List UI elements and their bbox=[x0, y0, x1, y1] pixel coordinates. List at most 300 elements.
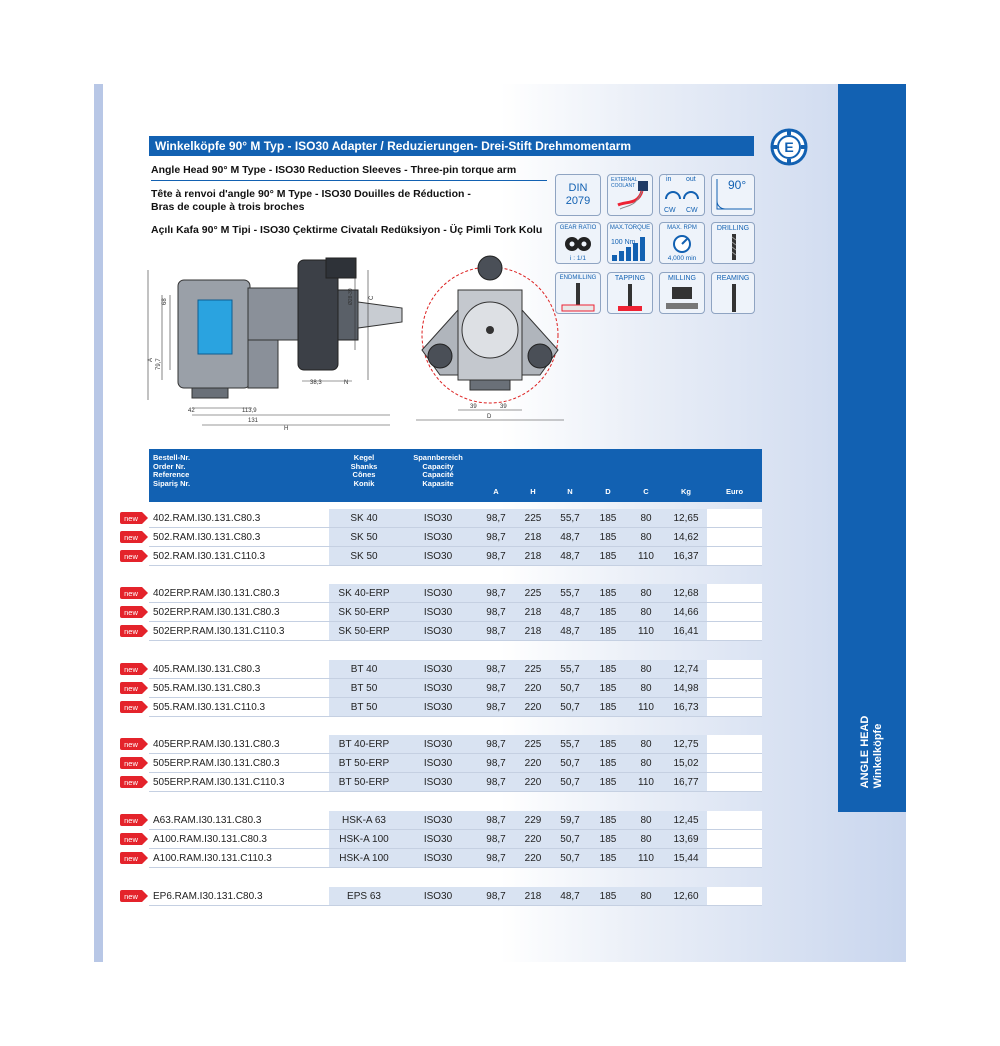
table-row bbox=[149, 509, 762, 528]
left-accent-bar bbox=[94, 84, 103, 962]
table-row bbox=[149, 773, 762, 792]
cell-euro bbox=[707, 547, 762, 566]
cell-a: 98,7 bbox=[477, 735, 515, 754]
dim-42: 42 bbox=[188, 408, 195, 414]
cell-d: 185 bbox=[589, 698, 627, 717]
cell-d: 185 bbox=[589, 547, 627, 566]
rotation-cw-1: CW bbox=[664, 207, 676, 214]
cell-h: 218 bbox=[515, 547, 551, 566]
cell-h: 218 bbox=[515, 887, 551, 906]
table-row bbox=[149, 603, 762, 622]
header-shank-de: Kegel bbox=[353, 453, 375, 462]
cell-a: 98,7 bbox=[477, 830, 515, 849]
cell-a: 98,7 bbox=[477, 528, 515, 547]
new-badge bbox=[120, 738, 148, 750]
cell-kg: 15,44 bbox=[665, 849, 707, 868]
cell-code: 502ERP.RAM.I30.131.C80.3 bbox=[149, 603, 329, 622]
header-shank-tr: Konik bbox=[353, 478, 375, 488]
new-badge bbox=[120, 531, 148, 543]
cell-shank: SK 50 bbox=[329, 547, 399, 566]
cell-shank: BT 50-ERP bbox=[329, 754, 399, 773]
cell-d: 185 bbox=[589, 528, 627, 547]
cell-h: 218 bbox=[515, 603, 551, 622]
table-row bbox=[149, 735, 762, 754]
cell-c: 80 bbox=[627, 584, 665, 603]
cell-d: 185 bbox=[589, 509, 627, 528]
cell-shank: HSK-A 100 bbox=[329, 830, 399, 849]
cell-n: 48,7 bbox=[551, 528, 589, 547]
table-row bbox=[149, 679, 762, 698]
cell-d: 185 bbox=[589, 887, 627, 906]
cell-euro bbox=[707, 660, 762, 679]
max-rpm-icon bbox=[659, 222, 705, 264]
cell-shank: HSK-A 63 bbox=[329, 811, 399, 830]
new-badge-label: new bbox=[124, 608, 138, 617]
cell-code: 402.RAM.I30.131.C80.3 bbox=[149, 509, 329, 528]
cell-a: 98,7 bbox=[477, 584, 515, 603]
new-badge-label: new bbox=[124, 627, 138, 636]
drilling-icon bbox=[711, 222, 755, 264]
cell-d: 185 bbox=[589, 584, 627, 603]
cell-kg: 15,02 bbox=[665, 754, 707, 773]
cell-c: 80 bbox=[627, 528, 665, 547]
din-number: 2079 bbox=[565, 195, 591, 207]
cell-code: A63.RAM.I30.131.C80.3 bbox=[149, 811, 329, 830]
cell-shank: HSK-A 100 bbox=[329, 849, 399, 868]
new-badge-label: new bbox=[124, 665, 138, 674]
tapping-icon bbox=[607, 272, 653, 314]
cell-a: 98,7 bbox=[477, 509, 515, 528]
cell-code: 405ERP.RAM.I30.131.C80.3 bbox=[149, 735, 329, 754]
cell-n: 50,7 bbox=[551, 849, 589, 868]
side-tab-line1: ANGLE HEAD bbox=[859, 715, 871, 789]
cell-cap: ISO30 bbox=[399, 735, 477, 754]
dim-h: H bbox=[284, 426, 289, 432]
cell-cap: ISO30 bbox=[399, 547, 477, 566]
cell-kg: 16,73 bbox=[665, 698, 707, 717]
new-badge-label: new bbox=[124, 835, 138, 844]
cell-kg: 14,98 bbox=[665, 679, 707, 698]
angle-90-icon bbox=[711, 174, 755, 216]
cell-cap: ISO30 bbox=[399, 887, 477, 906]
cell-kg: 13,69 bbox=[665, 830, 707, 849]
coolant-label: EXTERNAL COOLANT bbox=[611, 177, 638, 189]
table-row bbox=[149, 660, 762, 679]
rotation-direction-icon bbox=[659, 174, 705, 216]
rotation-in: in bbox=[666, 176, 672, 183]
cell-a: 98,7 bbox=[477, 547, 515, 566]
rotation-out: out bbox=[686, 176, 696, 183]
cell-cap: ISO30 bbox=[399, 528, 477, 547]
dim-39-left: 39 bbox=[470, 404, 477, 410]
cell-h: 225 bbox=[515, 660, 551, 679]
cell-shank: SK 40 bbox=[329, 509, 399, 528]
cell-a: 98,7 bbox=[477, 773, 515, 792]
cell-shank: BT 50 bbox=[329, 679, 399, 698]
reamer-icon bbox=[712, 273, 755, 313]
cell-c: 80 bbox=[627, 603, 665, 622]
cell-kg: 16,37 bbox=[665, 547, 707, 566]
header-capacity-de: Spannbereich bbox=[413, 453, 463, 462]
tap-tool-icon bbox=[608, 273, 652, 313]
cell-h: 225 bbox=[515, 509, 551, 528]
cell-c: 110 bbox=[627, 698, 665, 717]
cell-euro bbox=[707, 622, 762, 641]
gear-ratio-value: i : 1/1 bbox=[570, 255, 586, 262]
cell-euro bbox=[707, 603, 762, 622]
cell-euro bbox=[707, 849, 762, 868]
table-row bbox=[149, 887, 762, 906]
cell-n: 55,7 bbox=[551, 660, 589, 679]
cell-euro bbox=[707, 773, 762, 792]
header-capacity bbox=[399, 454, 477, 488]
max-torque-icon bbox=[607, 222, 653, 264]
drilling-label: DRILLING bbox=[716, 225, 750, 232]
cell-h: 220 bbox=[515, 754, 551, 773]
header-h: H bbox=[530, 487, 536, 496]
header-kg: Kg bbox=[681, 487, 691, 496]
cell-cap: ISO30 bbox=[399, 622, 477, 641]
side-tab-label bbox=[859, 716, 885, 789]
technical-drawing bbox=[140, 250, 570, 435]
cell-n: 48,7 bbox=[551, 547, 589, 566]
subtitle-en: Angle Head 90° M Type - ISO30 Reduction Sleeves - Three-pin torque arm bbox=[151, 164, 517, 176]
cell-c: 80 bbox=[627, 811, 665, 830]
subtitle-divider bbox=[151, 180, 547, 181]
new-badge-label: new bbox=[124, 816, 138, 825]
cell-code: 505ERP.RAM.I30.131.C110.3 bbox=[149, 773, 329, 792]
endmilling-label: ENDMILLING bbox=[559, 275, 597, 281]
cell-shank: EPS 63 bbox=[329, 887, 399, 906]
header-capacity-fr: Capacité bbox=[422, 470, 454, 479]
cell-cap: ISO30 bbox=[399, 849, 477, 868]
new-badge bbox=[120, 606, 148, 618]
cell-a: 98,7 bbox=[477, 698, 515, 717]
cell-c: 110 bbox=[627, 773, 665, 792]
cell-c: 80 bbox=[627, 830, 665, 849]
table-row bbox=[149, 547, 762, 566]
cell-n: 55,7 bbox=[551, 584, 589, 603]
tapping-label: TAPPING bbox=[614, 275, 646, 282]
cell-n: 50,7 bbox=[551, 679, 589, 698]
cell-n: 48,7 bbox=[551, 887, 589, 906]
new-badge-label: new bbox=[124, 759, 138, 768]
dim-68: 68 bbox=[162, 298, 168, 305]
cell-h: 229 bbox=[515, 811, 551, 830]
cell-d: 185 bbox=[589, 603, 627, 622]
cell-n: 55,7 bbox=[551, 735, 589, 754]
cell-h: 218 bbox=[515, 622, 551, 641]
dim-38-3: 38,3 bbox=[310, 380, 322, 386]
cell-shank: SK 50-ERP bbox=[329, 622, 399, 641]
table-header bbox=[149, 449, 762, 502]
dim-n: N bbox=[344, 380, 349, 386]
table-row bbox=[149, 622, 762, 641]
cell-d: 185 bbox=[589, 754, 627, 773]
max-torque-label: MAX.TORQUE bbox=[609, 225, 651, 231]
cell-euro bbox=[707, 509, 762, 528]
cell-code: EP6.RAM.I30.131.C80.3 bbox=[149, 887, 329, 906]
table-row bbox=[149, 584, 762, 603]
cell-a: 98,7 bbox=[477, 679, 515, 698]
header-a: A bbox=[493, 487, 499, 496]
cell-code: A100.RAM.I30.131.C110.3 bbox=[149, 849, 329, 868]
cell-a: 98,7 bbox=[477, 622, 515, 641]
header-order-no bbox=[153, 454, 190, 488]
dim-39-right: 39 bbox=[500, 404, 507, 410]
page-title: Winkelköpfe 90° M Typ - ISO30 Adapter / Reduzierungen- Drei-Stift Drehmomentarm bbox=[149, 136, 754, 156]
cell-kg: 12,68 bbox=[665, 584, 707, 603]
cell-euro bbox=[707, 811, 762, 830]
header-order-tr: Sipariş Nr. bbox=[153, 478, 191, 488]
new-badge-label: new bbox=[124, 892, 138, 901]
cell-h: 225 bbox=[515, 584, 551, 603]
header-shank-en: Shanks bbox=[350, 461, 378, 471]
cell-shank: BT 50-ERP bbox=[329, 773, 399, 792]
new-badge bbox=[120, 663, 148, 675]
cell-c: 80 bbox=[627, 509, 665, 528]
row-divider bbox=[149, 716, 762, 717]
cell-d: 185 bbox=[589, 830, 627, 849]
cell-euro bbox=[707, 584, 762, 603]
front-view-drawing bbox=[416, 256, 564, 420]
cell-c: 80 bbox=[627, 735, 665, 754]
header-n: N bbox=[567, 487, 573, 496]
cell-c: 110 bbox=[627, 547, 665, 566]
cell-n: 48,7 bbox=[551, 622, 589, 641]
cell-cap: ISO30 bbox=[399, 660, 477, 679]
cell-euro bbox=[707, 754, 762, 773]
cell-h: 218 bbox=[515, 528, 551, 547]
cell-code: 505.RAM.I30.131.C80.3 bbox=[149, 679, 329, 698]
cell-a: 98,7 bbox=[477, 603, 515, 622]
dim-c: C bbox=[369, 295, 375, 300]
new-badge bbox=[120, 757, 148, 769]
cell-kg: 14,66 bbox=[665, 603, 707, 622]
new-badge-label: new bbox=[124, 552, 138, 561]
new-badge-label: new bbox=[124, 684, 138, 693]
cell-euro bbox=[707, 698, 762, 717]
cell-d: 185 bbox=[589, 679, 627, 698]
new-badge-label: new bbox=[124, 740, 138, 749]
new-badge-label: new bbox=[124, 533, 138, 542]
header-capacity-en: Capacity bbox=[422, 461, 454, 471]
cell-euro bbox=[707, 735, 762, 754]
side-tab-line2: Winkelköpfe bbox=[872, 723, 884, 789]
cell-n: 50,7 bbox=[551, 773, 589, 792]
new-badge bbox=[120, 776, 148, 788]
cell-c: 80 bbox=[627, 754, 665, 773]
cell-euro bbox=[707, 679, 762, 698]
subtitle-fr-2: Bras de couple à trois broches bbox=[151, 201, 305, 213]
cell-code: A100.RAM.I30.131.C80.3 bbox=[149, 830, 329, 849]
max-rpm-label: MAX. RPM bbox=[667, 225, 697, 231]
cell-kg: 12,74 bbox=[665, 660, 707, 679]
new-badge bbox=[120, 587, 148, 599]
cell-cap: ISO30 bbox=[399, 679, 477, 698]
cell-h: 220 bbox=[515, 849, 551, 868]
cell-code: 505ERP.RAM.I30.131.C80.3 bbox=[149, 754, 329, 773]
row-divider bbox=[149, 640, 762, 641]
cell-a: 98,7 bbox=[477, 887, 515, 906]
milling-icon bbox=[659, 272, 705, 314]
cell-d: 185 bbox=[589, 622, 627, 641]
header-shank-fr: Cônes bbox=[352, 470, 376, 479]
new-badge bbox=[120, 814, 148, 826]
side-view-drawing bbox=[148, 258, 402, 432]
cell-code: 502ERP.RAM.I30.131.C110.3 bbox=[149, 622, 329, 641]
max-torque-value: 100 Nm bbox=[611, 239, 636, 246]
new-badge bbox=[120, 833, 148, 845]
new-badge-label: new bbox=[124, 589, 138, 598]
header-euro: Euro bbox=[725, 487, 744, 496]
cell-cap: ISO30 bbox=[399, 773, 477, 792]
header-capacity-tr: Kapasite bbox=[422, 478, 454, 488]
cell-shank: BT 40-ERP bbox=[329, 735, 399, 754]
cell-shank: SK 50 bbox=[329, 528, 399, 547]
cell-kg: 12,65 bbox=[665, 509, 707, 528]
drill-bit-icon bbox=[712, 223, 755, 263]
new-badge bbox=[120, 890, 148, 902]
new-badge bbox=[120, 852, 148, 864]
cell-shank: BT 40 bbox=[329, 660, 399, 679]
new-badge bbox=[120, 550, 148, 562]
cell-euro bbox=[707, 830, 762, 849]
cell-n: 55,7 bbox=[551, 509, 589, 528]
cell-d: 185 bbox=[589, 773, 627, 792]
dim-131: 131 bbox=[248, 418, 259, 424]
cell-euro bbox=[707, 528, 762, 547]
angle-value: 90° bbox=[728, 178, 747, 192]
coolant-hose-icon bbox=[608, 175, 652, 215]
external-coolant-icon bbox=[607, 174, 653, 216]
milling-label: MILLING bbox=[667, 275, 696, 282]
cell-shank: SK 50-ERP bbox=[329, 603, 399, 622]
cell-d: 185 bbox=[589, 811, 627, 830]
cell-cap: ISO30 bbox=[399, 754, 477, 773]
reaming-icon bbox=[711, 272, 755, 314]
cell-cap: ISO30 bbox=[399, 811, 477, 830]
cell-n: 59,7 bbox=[551, 811, 589, 830]
row-divider bbox=[149, 867, 762, 868]
row-divider bbox=[149, 791, 762, 792]
table-row bbox=[149, 698, 762, 717]
cell-kg: 16,41 bbox=[665, 622, 707, 641]
header-order-en: Order Nr. bbox=[153, 461, 186, 471]
new-badge-label: new bbox=[124, 854, 138, 863]
cell-n: 48,7 bbox=[551, 603, 589, 622]
dim-d: D bbox=[487, 414, 492, 420]
cell-a: 98,7 bbox=[477, 811, 515, 830]
cell-n: 50,7 bbox=[551, 754, 589, 773]
mill-cutter-icon bbox=[660, 273, 704, 313]
svg-text:E: E bbox=[784, 139, 794, 155]
new-badge-label: new bbox=[124, 778, 138, 787]
cell-d: 185 bbox=[589, 735, 627, 754]
cell-euro bbox=[707, 887, 762, 906]
header-order-de: Bestell-Nr. bbox=[153, 453, 191, 462]
new-badge bbox=[120, 625, 148, 637]
header-order-fr: Reference bbox=[153, 470, 190, 479]
header-d: D bbox=[605, 487, 611, 496]
table-row bbox=[149, 830, 762, 849]
company-logo-icon bbox=[770, 128, 808, 166]
cell-code: 505.RAM.I30.131.C110.3 bbox=[149, 698, 329, 717]
cell-code: 502.RAM.I30.131.C80.3 bbox=[149, 528, 329, 547]
cell-code: 502.RAM.I30.131.C110.3 bbox=[149, 547, 329, 566]
cell-cap: ISO30 bbox=[399, 698, 477, 717]
cell-shank: SK 40-ERP bbox=[329, 584, 399, 603]
subtitle-fr-1: Tête à renvoi d'angle 90° M Type - ISO30 Douilles de Réduction - bbox=[151, 188, 471, 200]
header-shank bbox=[329, 454, 399, 488]
cell-c: 80 bbox=[627, 887, 665, 906]
max-rpm-value: 4,000 min bbox=[667, 255, 697, 262]
table-row bbox=[149, 754, 762, 773]
cell-h: 220 bbox=[515, 698, 551, 717]
cell-d: 185 bbox=[589, 849, 627, 868]
cell-kg: 14,62 bbox=[665, 528, 707, 547]
cell-h: 220 bbox=[515, 830, 551, 849]
reaming-label: REAMING bbox=[716, 275, 750, 282]
header-c: C bbox=[643, 487, 649, 496]
dim-113-9: 113,9 bbox=[242, 408, 257, 414]
cell-c: 110 bbox=[627, 622, 665, 641]
row-divider bbox=[149, 905, 762, 906]
cell-code: 402ERP.RAM.I30.131.C80.3 bbox=[149, 584, 329, 603]
cell-c: 80 bbox=[627, 660, 665, 679]
new-badge bbox=[120, 512, 148, 524]
dim-diameter: Ø28-39 bbox=[348, 288, 354, 305]
cell-kg: 12,60 bbox=[665, 887, 707, 906]
subtitle-tr: Açılı Kafa 90° M Tipi - ISO30 Çektirme Civatalı Redüksiyon - Üç Pimli Tork Kolu bbox=[151, 224, 543, 236]
cell-d: 185 bbox=[589, 660, 627, 679]
cell-kg: 12,75 bbox=[665, 735, 707, 754]
cell-n: 50,7 bbox=[551, 698, 589, 717]
cell-cap: ISO30 bbox=[399, 509, 477, 528]
din-standard-icon bbox=[555, 174, 601, 216]
cell-cap: ISO30 bbox=[399, 830, 477, 849]
row-divider bbox=[149, 565, 762, 566]
cell-a: 98,7 bbox=[477, 754, 515, 773]
cell-cap: ISO30 bbox=[399, 584, 477, 603]
table-row bbox=[149, 849, 762, 868]
new-badge-label: new bbox=[124, 514, 138, 523]
cell-c: 110 bbox=[627, 849, 665, 868]
new-badge-label: new bbox=[124, 703, 138, 712]
din-label: DIN bbox=[568, 182, 588, 194]
rotation-cw-2: CW bbox=[686, 207, 698, 214]
cell-kg: 16,77 bbox=[665, 773, 707, 792]
side-tab bbox=[838, 84, 906, 812]
cell-h: 225 bbox=[515, 735, 551, 754]
gear-ratio-label: GEAR RATIO bbox=[559, 225, 597, 231]
new-badge bbox=[120, 701, 148, 713]
dim-a: A bbox=[148, 357, 154, 362]
table-row bbox=[149, 528, 762, 547]
cell-c: 80 bbox=[627, 679, 665, 698]
cell-a: 98,7 bbox=[477, 660, 515, 679]
cell-kg: 12,45 bbox=[665, 811, 707, 830]
new-badge bbox=[120, 682, 148, 694]
cell-h: 220 bbox=[515, 773, 551, 792]
cell-cap: ISO30 bbox=[399, 603, 477, 622]
cell-n: 50,7 bbox=[551, 830, 589, 849]
cell-a: 98,7 bbox=[477, 849, 515, 868]
dim-79-7: 79,7 bbox=[156, 358, 162, 370]
cell-shank: BT 50 bbox=[329, 698, 399, 717]
cell-code: 405.RAM.I30.131.C80.3 bbox=[149, 660, 329, 679]
table-row bbox=[149, 811, 762, 830]
